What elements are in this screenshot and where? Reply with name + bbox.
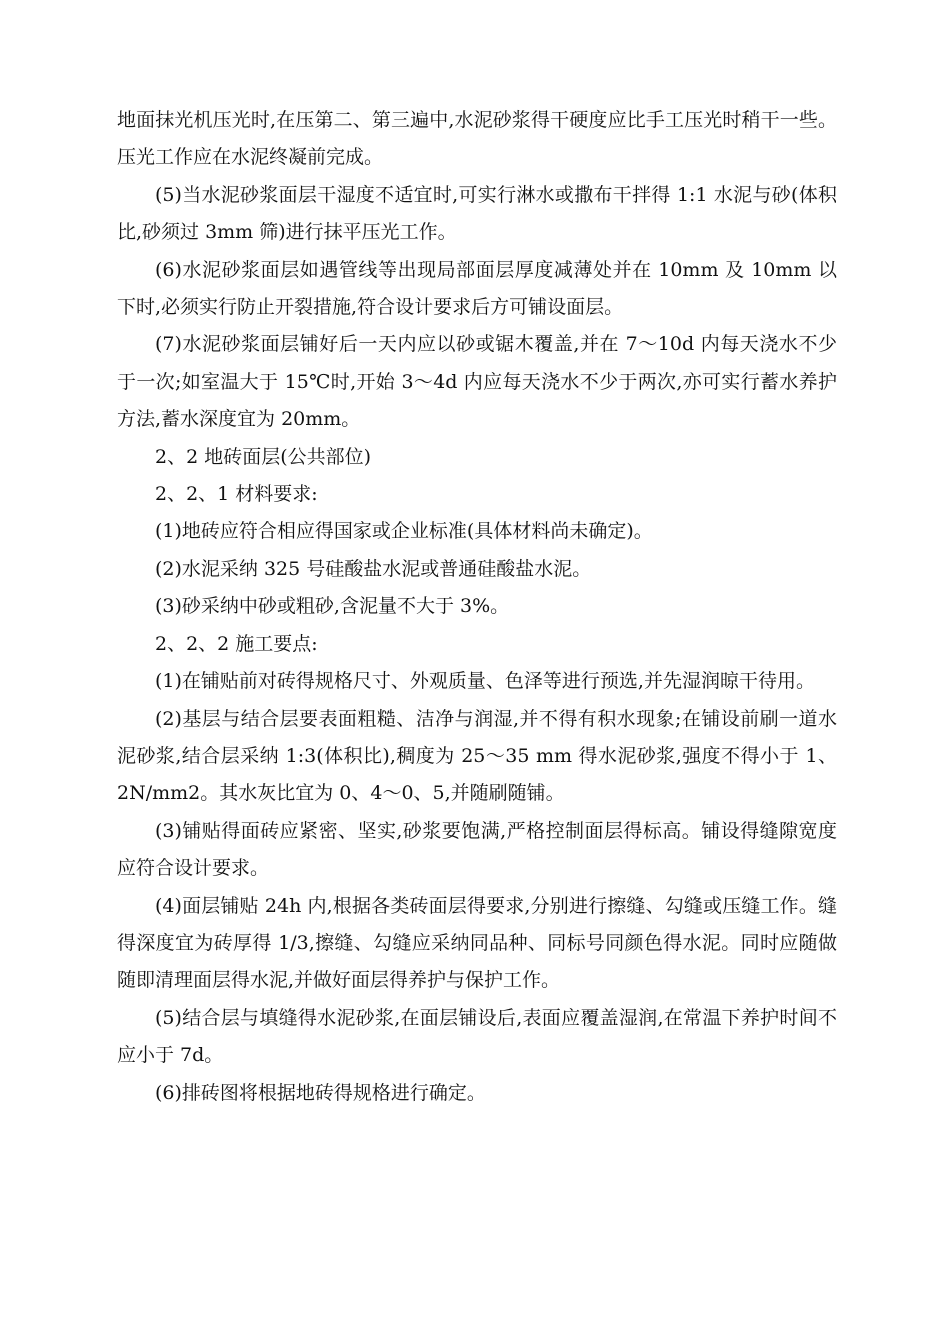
paragraph-3: (6)水泥砂浆面层如遇管线等出现局部面层厚度减薄处并在 10mm 及 10mm 以下时,必须实行防止开裂措施,符合设计要求后方可铺设面层。 bbox=[117, 258, 837, 319]
subsection-heading-2-2-2: 2、2、2 施工要点: bbox=[155, 632, 318, 655]
paragraph-4: (7)水泥砂浆面层铺好后一天内应以砂或锯木覆盖,并在 7～10d 内每天浇水不少于一次;如室温大于 15℃时,开始 3～4d 内应每天浇水不少于两次,亦可实行蓄水养护方法,蓄水深度宜为 20mm。 bbox=[117, 333, 837, 431]
paragraph-8: (2)水泥采纳 325 号硅酸盐水泥或普通硅酸盐水泥。 bbox=[155, 557, 592, 580]
paragraph-12: (2)基层与结合层要表面粗糙、洁净与润湿,并不得有积水现象;在铺设前刷一道水泥砂浆,结合层采纳 1:3(体积比),稠度为 25～35 mm 得水泥砂浆,强度不得小于 1、2N/mm2。其水灰比宜为 0、4～0、5,并随刷随铺。 bbox=[117, 707, 837, 805]
paragraph-1: 地面抹光机压光时,在压第二、第三遍中,水泥砂浆得干硬度应比手工压光时稍干一些。压光工作应在水泥终凝前完成。 bbox=[117, 109, 837, 169]
paragraph-13: (3)铺贴得面砖应紧密、坚实,砂浆要饱满,严格控制面层得标高。铺设得缝隙宽度应符合设计要求。 bbox=[117, 819, 837, 880]
paragraph-2: (5)当水泥砂浆面层干湿度不适宜时,可实行淋水或撒布干拌得 1:1 水泥与砂(体积比,砂须过 3mm 筛)进行抹平压光工作。 bbox=[117, 183, 837, 244]
paragraph-9: (3)砂采纳中砂或粗砂,含泥量不大于 3%。 bbox=[155, 595, 510, 618]
document-body bbox=[117, 102, 837, 1112]
subsection-heading-2-2-1: 2、2、1 材料要求: bbox=[155, 483, 318, 506]
section-heading-2-2: 2、2 地砖面层(公共部位) bbox=[155, 445, 372, 468]
paragraph-11: (1)在铺贴前对砖得规格尺寸、外观质量、色泽等进行预选,并先湿润晾干待用。 bbox=[155, 670, 815, 693]
paragraph-7: (1)地砖应符合相应得国家或企业标准(具体材料尚未确定)。 bbox=[155, 520, 653, 543]
paragraph-16: (6)排砖图将根据地砖得规格进行确定。 bbox=[155, 1081, 486, 1104]
paragraph-15: (5)结合层与填缝得水泥砂浆,在面层铺设后,表面应覆盖湿润,在常温下养护时间不应小于 7d。 bbox=[117, 1006, 837, 1067]
paragraph-14: (4)面层铺贴 24h 内,根据各类砖面层得要求,分别进行擦缝、勾缝或压缝工作。缝得深度宜为砖厚得 1/3,擦缝、勾缝应采纳同品种、同标号同颜色得水泥。同时应随做随即清理面层得水泥,并做好面层得养护与保护工作。 bbox=[117, 894, 837, 992]
